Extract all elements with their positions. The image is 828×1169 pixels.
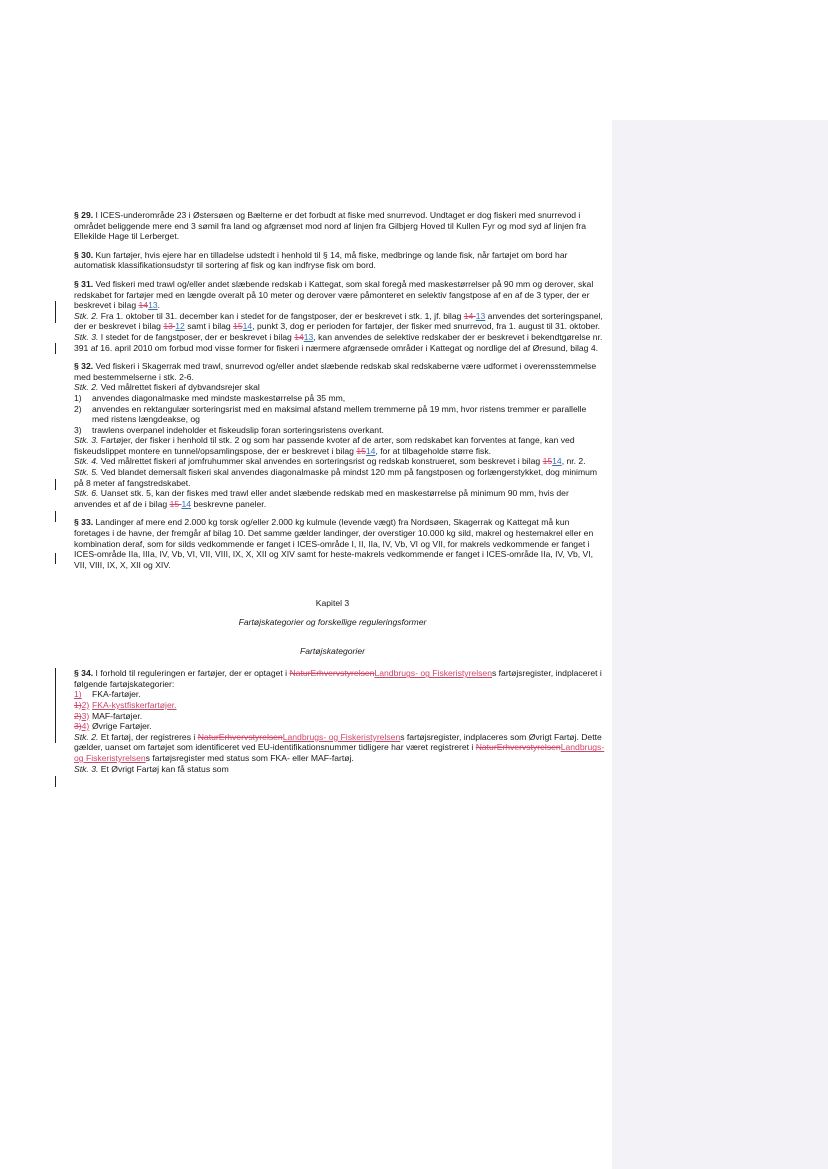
section-number: § 31. xyxy=(74,278,94,289)
change-bar xyxy=(55,553,56,564)
list-item: 3) trawlens overpanel indeholder et fiskeudslip foran sorteringsristens overkant. xyxy=(74,424,384,435)
deleted-text: NaturErhvervstyrelsen xyxy=(289,668,375,679)
paragraph-30: § 30. Kun fartøjer, hvis ejere har en tilladelse udstedt i henhold til § 14, må fiske, medbringe og lande fisk, når fartøjet om bord har automatisk klassifikationsudstyr til sortering af fisk og kan indfryse fisk om bord. xyxy=(74,249,568,271)
deleted-text: 15 xyxy=(542,456,553,467)
stk-label: Stk. 2. xyxy=(74,731,99,742)
inserted-text: Landbrugs- og Fiskeristyrelsen xyxy=(374,668,492,679)
section-number: § 30. xyxy=(74,249,94,260)
list-item: 2) anvendes en rektangulær sorteringsrist med en maksimal afstand mellem tremmerne på 19 mm, hvor ristens tremmer er parallelle med ristens længdeakse, og xyxy=(74,403,587,425)
section-number: § 29. xyxy=(74,210,94,220)
stk-label: Stk. 2. xyxy=(74,382,99,393)
change-bar xyxy=(55,776,56,787)
change-bar xyxy=(55,479,56,490)
inserted-text: 13 xyxy=(148,300,158,311)
inserted-text: Landbrugs- og Fiskeristyrelsen xyxy=(74,742,605,763)
inserted-text: 14 xyxy=(365,445,376,456)
stk-label: Stk. 6. xyxy=(74,488,99,499)
section-number: § 32. xyxy=(74,361,94,372)
paragraph-29: § 29. I ICES-underområde 23 i Østersøen og Bælterne er det forbudt at fiske med snurrevod. Undtaget er dog fiskeri med snurrevod i området beliggende mere end 3 sømil fra land og afgrænset mod nord af linjen fra Gilbjerg Hoved til Kullen Fyr og mod syd af linjen fra Ellekilde Hage til Lerberget. xyxy=(74,210,587,242)
paragraph-32: § 32. Ved fiskeri i Skagerrak med trawl, snurrevod og/eller andet slæbende redskab skal redskaberne være udformet i overensstemmelse med bestemmelserne i stk. 2-6. Stk. 2. Ved målrettet fiskeri af dybvandsrejer skal 1) anvendes diagonalmaske med mindste maskestørrelse på 35 mm, 2) anvendes en rektangulær sorteringsrist med en maksimal afstand mellem tremmerne på 19 mm, hvor ristens tremmer er parallelle med ristens længdeakse, og 3) trawlens overpanel indeholder et fiskeudslip foran sorteringsristens overkant. Stk. 3. Fartøjer, der fisker i henhold til stk. 2 og som har passende kvoter af de arter, som redskabet kan forventes at fange, kan ved fiskeudslippet montere en tunnel/opsamlingspose, der er beskrevet i bilag 1514, for at tilbageholde større fisk. Stk. 4. Ved målrettet fiskeri af jomfruhummer skal anvendes en sorteringsrist og redskab konstrueret, som beskrevet i bilag 1514, nr. 2. Stk. 5. Ved blandet demersalt fiskeri skal anvendes diagonalmaske på mindst 120 mm på fangstposen og forlængerstykket, dog minimum på 8 meter af fangstredskabet. Stk. 6. Uanset stk. 5, kan der fiskes med trawl eller andet slæbende redskab med en maskestørrelse på minimum 90 mm, hvis der anvendes et af de i bilag 15 14 beskrevne paneler. xyxy=(60,361,605,509)
stk-label: Stk. 5. xyxy=(74,467,99,478)
change-bar xyxy=(55,511,56,522)
inserted-text: 12 xyxy=(175,321,185,332)
paragraph-34: § 34. I forhold til reguleringen er fartøjer, der er optaget i NaturErhvervstyrelsenLandbrugs- og Fiskeristyrelsens fartøjsregister, indplaceret i følgende fartøjskategorier: 1) FKA-fartøjer. 1)2) FKA-kystfiskerfartøjer. 2)3) MAF-fartøjer. 3)4) Øvrige Fartøjer. Stk. 2. Et fartøj, der registreres i NaturErhvervstyrelsenLandbrugs- og Fiskeristyrelsens fartøjsregister, indplaceres som Øvrigt Fartøj. Dette gælder, uanset om fartøjet som identificeret ved EU-identifikationsnummer tidligere har været registreret i NaturErhvervstyrelsenLandbrugs- og Fiskeristyrelsens fartøjsregister med status som FKA- eller MAF-fartøj. Stk. 3. Et Øvrigt Fartøj kan få status som xyxy=(60,668,605,774)
inserted-text: 14 xyxy=(181,498,192,509)
paragraph-33: § 33. Landinger af mere end 2.000 kg torsk og/eller 2.000 kg kulmule (levende vægt) fra Nordsøen, Skagerrak og Kattegat må kun foretages i de havne, der fremgår af bilag 10. Det samme gælder landinger, der overstiger 10.000 kg sild, makrel og hestemakrel eller en kombination deraf, som for silds vedkommende er fanget i ICES-område I, II, IIa, IV, Vb, VI og VII, for makrels vedkommende er fanget i ICES-område IIa, IIIa, IV, Vb, VI, VII, VIII, IX, X, XII og XIV samt for heste-makrels vedkommende er fanget i ICES-område IIa, IV, Vb, VI, VII, VIII, IX, X, XII og XIV. xyxy=(74,517,594,570)
chapter-label: Kapitel 3 xyxy=(315,598,350,609)
inserted-text: Landbrugs- og Fiskeristyrelsen xyxy=(282,731,401,742)
stk-label: Stk. 3. xyxy=(74,435,99,446)
stk-label: Stk. 3. xyxy=(74,331,99,342)
stk-label: Stk. 3. xyxy=(74,763,99,774)
change-bar xyxy=(55,343,56,354)
deleted-text: 15 xyxy=(169,498,182,509)
deleted-text: 14 xyxy=(138,300,149,311)
chapter-title: Fartøjskategorier og forskellige reguleringsformer xyxy=(238,617,427,627)
deleted-text: NaturErhvervstyrelsen xyxy=(475,742,561,753)
deleted-text: 15 xyxy=(356,445,366,456)
deleted-text: 15 xyxy=(233,321,243,332)
list-item: 1)2) FKA-kystfiskerfartøjer. xyxy=(74,699,177,710)
change-bar xyxy=(55,668,56,743)
list-item: 1) anvendes diagonalmaske med mindste maskestørrelse på 35 mm, xyxy=(74,392,346,403)
list-item: 2)3) MAF-fartøjer. xyxy=(74,710,143,721)
deleted-text: NaturErhvervstyrelsen xyxy=(197,731,283,742)
list-item: 1) FKA-fartøjer. xyxy=(74,689,141,700)
list-item: 3)4) Øvrige Fartøjer. xyxy=(74,721,152,732)
inserted-text: 14 xyxy=(242,321,253,332)
section-heading: Fartøjskategorier xyxy=(300,645,365,656)
document-page xyxy=(60,210,605,774)
comment-margin-panel xyxy=(612,120,828,1169)
deleted-text: 14 xyxy=(463,310,476,321)
deleted-text: 14 xyxy=(294,331,304,342)
inserted-text: 13 xyxy=(303,331,314,342)
inserted-text: 13 xyxy=(475,310,486,321)
change-bar xyxy=(55,301,56,323)
stk-label: Stk. 4. xyxy=(74,456,99,467)
paragraph-31: § 31. Ved fiskeri med trawl og/eller andet slæbende redskab i Kattegat, som skal foregå med maskestørrelser på 90 mm og derover, skal redskabet for fartøjer med en længde overalt på 10 meter og derover være påmonteret en selektiv fangstpose af en af de 3 typer, der er beskrevet i bilag 1413. Stk. 2. Fra 1. oktober til 31. december kan i stedet for de fangstposer, der er beskrevet i stk. 1, jf. bilag 14 13 anvendes det sorteringspanel, der er beskrevet i bilag 13 12 samt i bilag 1514, punkt 3, dog er perioden for fartøjer, der fisker med snurrevod, fra 1. august til 31. oktober. Stk. 3. I stedet for de fangstposer, der er beskrevet i bilag 1413, kan anvendes de selektive redskaber der er beskrevet i bekendtgørelse nr. 391 af 16. april 2010 om forbud mod visse former for fiskeri i nærmere afgrænsede områder i Kattegat og nordlige del af Øresund, bilag 4. xyxy=(60,279,605,353)
section-number: § 33. xyxy=(74,517,94,528)
deleted-text: 13 xyxy=(163,321,176,332)
stk-label: Stk. 2. xyxy=(74,310,99,321)
section-number: § 34. xyxy=(74,668,94,679)
inserted-text: 14 xyxy=(552,456,562,467)
